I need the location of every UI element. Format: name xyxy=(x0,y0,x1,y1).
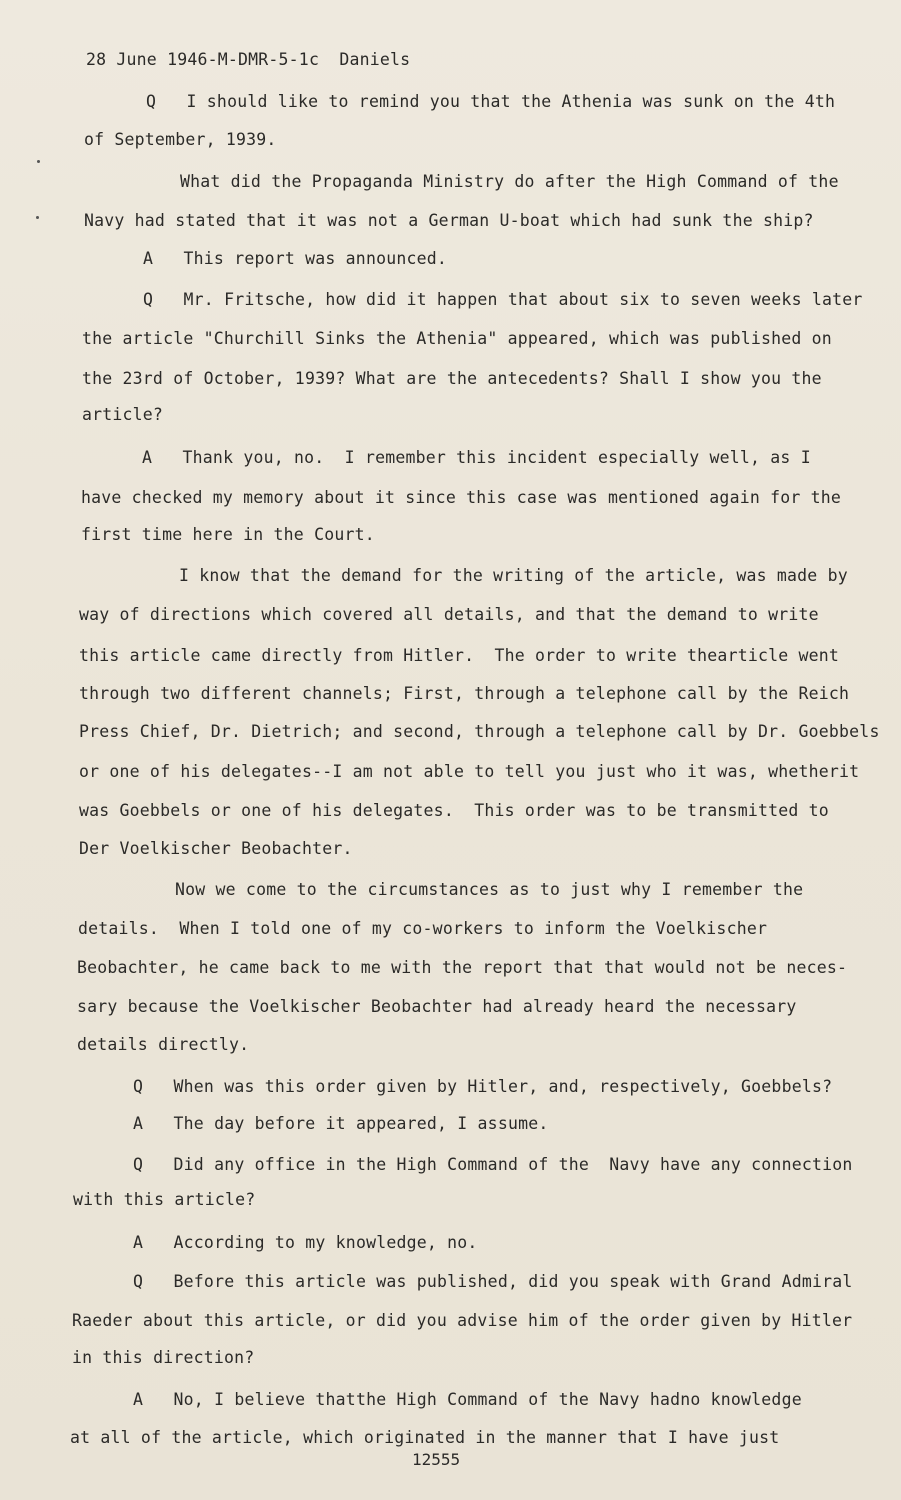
page-header: 28 June 1946-M-DMR-5-1c Daniels xyxy=(86,50,411,69)
text-line: have checked my memory about it since this case was mentioned again for the xyxy=(81,488,842,507)
text-line: Q When was this order given by Hitler, and, respectively, Goebbels? xyxy=(133,1077,833,1096)
text-line: A No, I believe thatthe High Command of the Navy hadno knowledge xyxy=(133,1390,802,1409)
text-line: or one of his delegates--I am not able to tell you just who it was, whetherit xyxy=(79,762,860,781)
text-line: Press Chief, Dr. Dietrich; and second, through a telephone call by Dr. Goebbels xyxy=(79,722,880,741)
text-line: Now we come to the circumstances as to just why I remember the xyxy=(175,880,804,899)
text-line: article? xyxy=(82,405,164,424)
text-line: A This report was announced. xyxy=(143,249,448,268)
text-line: A The day before it appeared, I assume. xyxy=(133,1114,549,1133)
text-line: sary because the Voelkischer Beobachter had already heard the necessary xyxy=(77,997,797,1016)
text-line: was Goebbels or one of his delegates. This order was to be transmitted to xyxy=(79,801,829,820)
text-line: Q Before this article was published, did you speak with Grand Admiral xyxy=(133,1272,853,1291)
text-line: way of directions which covered all details, and that the demand to write xyxy=(79,605,819,624)
page-number: 12555 xyxy=(412,1450,461,1469)
text-line: this article came directly from Hitler. The order to write thearticle went xyxy=(79,646,840,665)
text-line: through two different channels; First, through a telephone call by the Reich xyxy=(79,684,850,703)
text-line: in this direction? xyxy=(72,1348,255,1367)
text-line: What did the Propaganda Ministry do after the High Command of the xyxy=(180,172,839,191)
text-line: of September, 1939. xyxy=(84,130,277,149)
margin-mark xyxy=(36,216,39,219)
text-line: at all of the article, which originated in the manner that I have just xyxy=(70,1428,780,1447)
text-line: Navy had stated that it was not a German U-boat which had sunk the ship? xyxy=(84,211,814,230)
text-line: Q I should like to remind you that the Athenia was sunk on the 4th xyxy=(146,92,836,111)
text-line: details. When I told one of my co-workers to inform the Voelkischer xyxy=(78,919,768,938)
text-line: Q Mr. Fritsche, how did it happen that about six to seven weeks later xyxy=(143,290,863,309)
text-line: Q Did any office in the High Command of the Navy have any connection xyxy=(133,1155,853,1174)
text-line: with this article? xyxy=(73,1190,256,1209)
text-line: the article "Churchill Sinks the Athenia" appeared, which was published on xyxy=(82,329,832,348)
text-line: Der Voelkischer Beobachter. xyxy=(79,839,353,858)
margin-mark xyxy=(37,160,40,163)
text-line: first time here in the Court. xyxy=(81,525,375,544)
text-line: Raeder about this article, or did you advise him of the order given by Hitler xyxy=(72,1311,853,1330)
text-line: Beobachter, he came back to me with the report that that would not be neces- xyxy=(77,958,848,977)
text-line: A Thank you, no. I remember this incident especially well, as I xyxy=(142,448,811,467)
text-line: the 23rd of October, 1939? What are the antecedents? Shall I show you the xyxy=(82,369,822,388)
text-line: details directly. xyxy=(77,1035,250,1054)
text-line: A According to my knowledge, no. xyxy=(133,1233,478,1252)
text-line: I know that the demand for the writing of the article, was made by xyxy=(179,566,848,585)
